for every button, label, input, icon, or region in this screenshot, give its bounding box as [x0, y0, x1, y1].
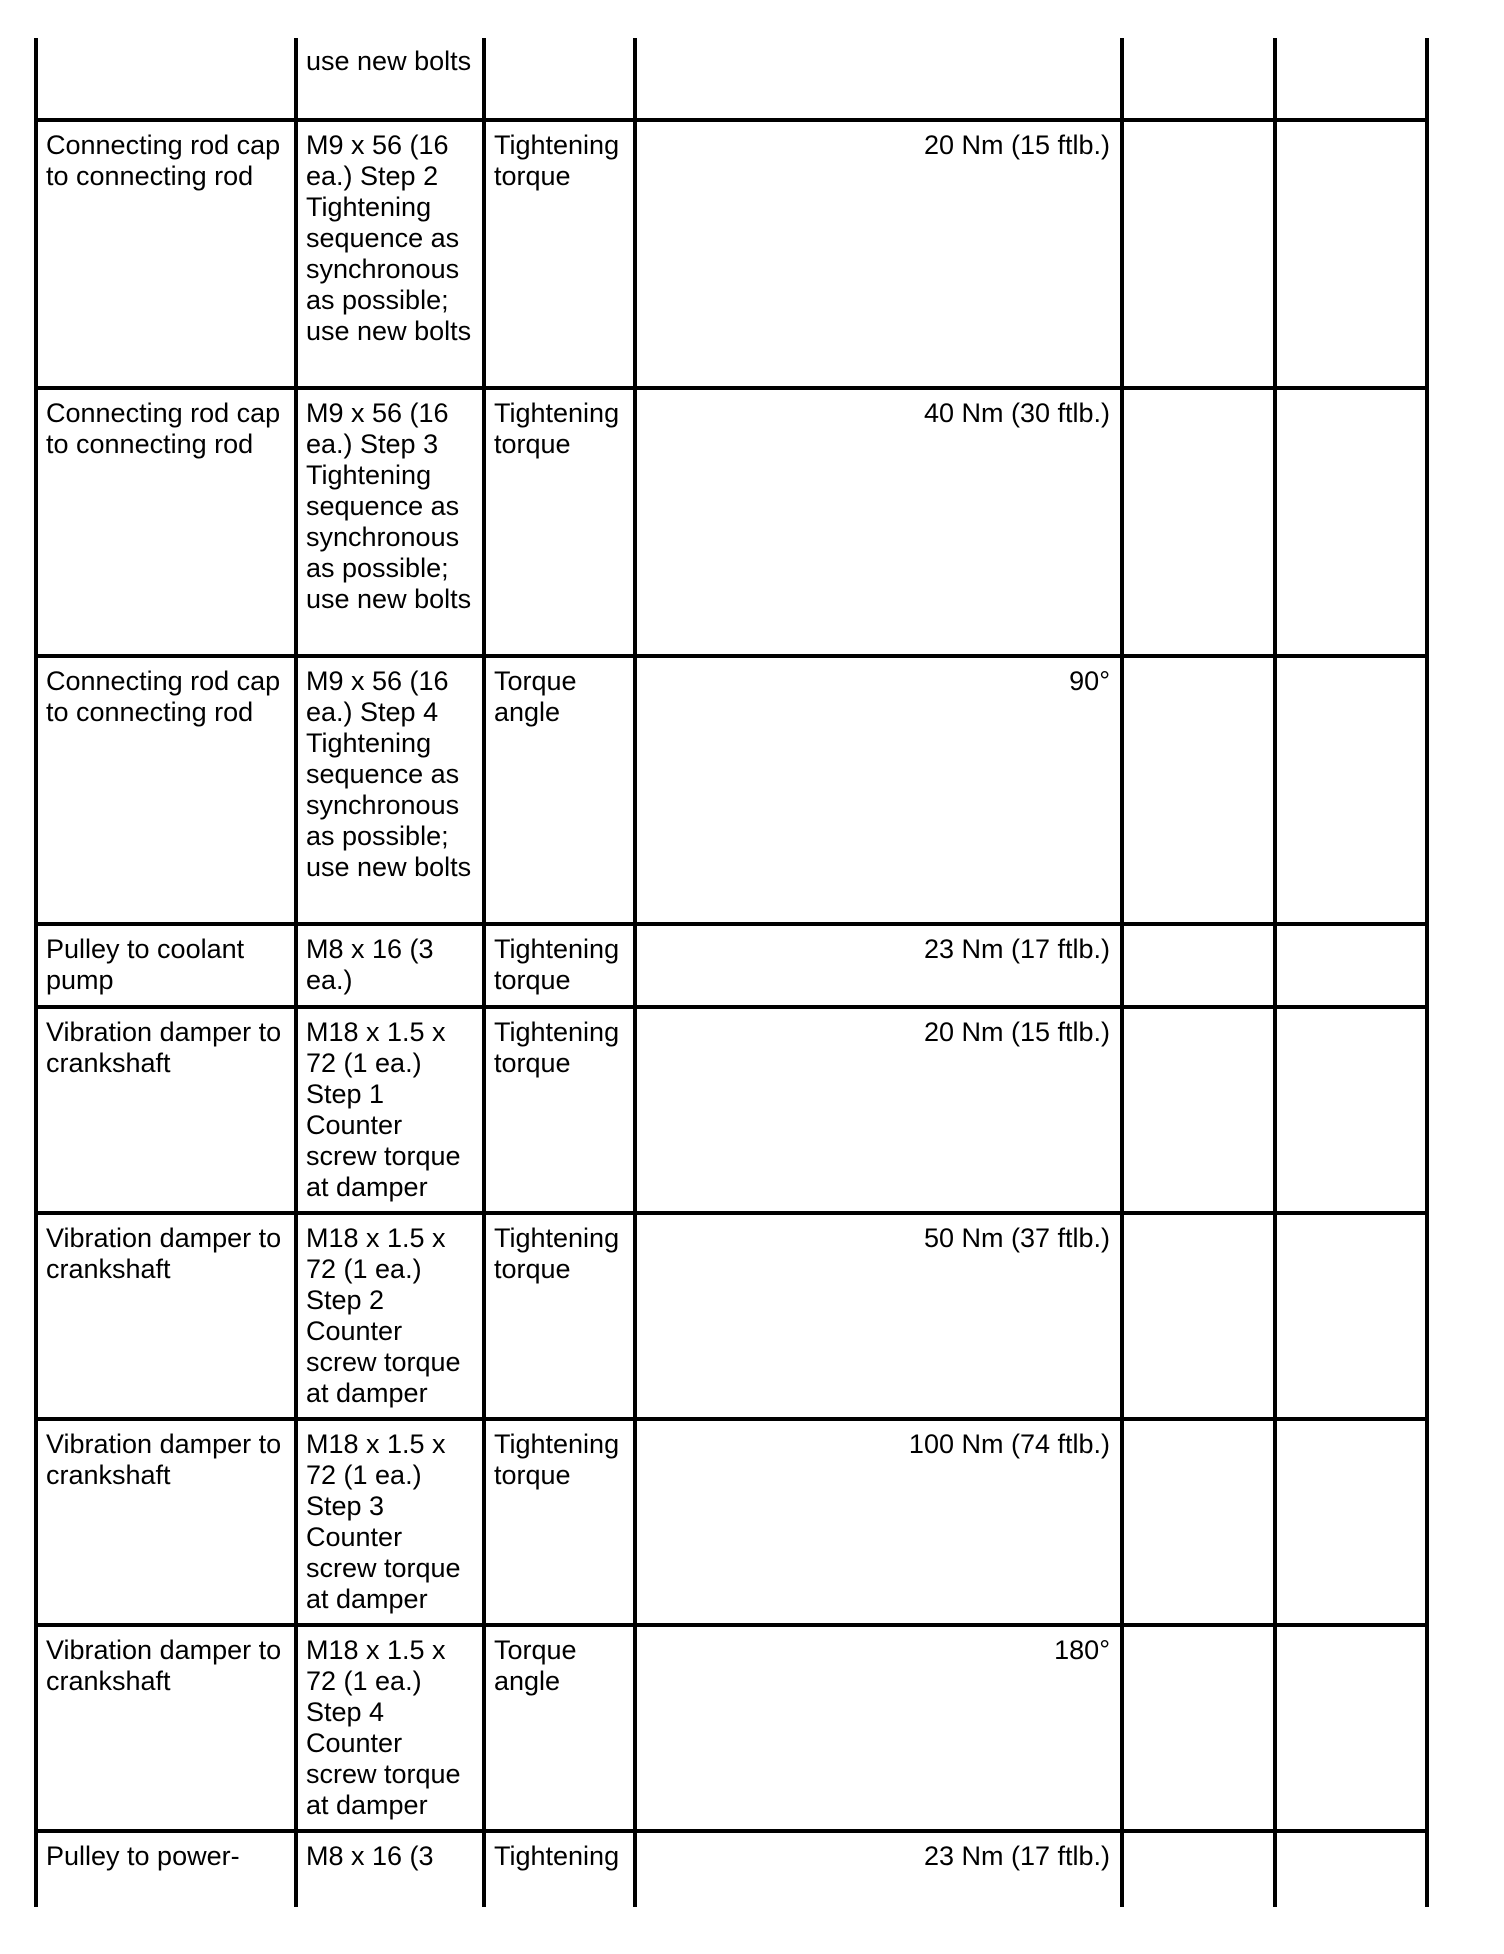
component-cell: Pulley to power- [36, 1831, 296, 1907]
spec-value-cell: 20 Nm (15 ftlb.) [635, 1007, 1122, 1213]
extra-cell [1275, 388, 1427, 656]
fastener-cell: M18 x 1.5 x 72 (1 ea.) Step 1 Counter screw torque at damper [296, 1007, 484, 1213]
fastener-cell: M18 x 1.5 x 72 (1 ea.) Step 4 Counter screw torque at damper [296, 1625, 484, 1831]
table-row [36, 1831, 1427, 1907]
table-row [36, 120, 1427, 388]
extra-cell [1275, 1419, 1427, 1625]
spec-value-cell: 20 Nm (15 ftlb.) [635, 120, 1122, 388]
extra-cell [1122, 1625, 1275, 1831]
fastener-cell: M18 x 1.5 x 72 (1 ea.) Step 2 Counter screw torque at damper [296, 1213, 484, 1419]
component-cell: Vibration damper to crankshaft [36, 1419, 296, 1625]
spec-type-cell: Tightening torque [484, 1419, 635, 1625]
extra-cell [1275, 656, 1427, 924]
torque-spec-table [34, 38, 1429, 1907]
spec-value-cell: 100 Nm (74 ftlb.) [635, 1419, 1122, 1625]
fastener-cell: use new bolts [296, 38, 484, 120]
spec-value-cell: 90° [635, 656, 1122, 924]
spec-type-cell: Torque angle [484, 1625, 635, 1831]
component-cell: Vibration damper to crankshaft [36, 1625, 296, 1831]
table-row [36, 924, 1427, 1007]
spec-value-cell: 23 Nm (17 ftlb.) [635, 1831, 1122, 1907]
spec-value-cell: 50 Nm (37 ftlb.) [635, 1213, 1122, 1419]
component-cell: Connecting rod cap to connecting rod [36, 120, 296, 388]
spec-type-cell: Tightening torque [484, 924, 635, 1007]
table-row [36, 1213, 1427, 1419]
extra-cell [1275, 1007, 1427, 1213]
fastener-cell: M9 x 56 (16 ea.) Step 3 Tightening sequence as synchronous as possible; use new bolts [296, 388, 484, 656]
table-row [36, 1419, 1427, 1625]
spec-type-cell: Torque angle [484, 656, 635, 924]
fastener-cell: M9 x 56 (16 ea.) Step 4 Tightening sequence as synchronous as possible; use new bolts [296, 656, 484, 924]
extra-cell [1122, 38, 1275, 120]
spec-value-cell [635, 38, 1122, 120]
table-row [36, 1625, 1427, 1831]
fastener-cell: M9 x 56 (16 ea.) Step 2 Tightening sequence as synchronous as possible; use new bolts [296, 120, 484, 388]
extra-cell [1122, 656, 1275, 924]
extra-cell [1275, 1625, 1427, 1831]
fastener-cell: M8 x 16 (3 [296, 1831, 484, 1907]
extra-cell [1122, 120, 1275, 388]
spec-value-cell: 180° [635, 1625, 1122, 1831]
component-cell: Connecting rod cap to connecting rod [36, 656, 296, 924]
component-cell: Connecting rod cap to connecting rod [36, 388, 296, 656]
table-row [36, 38, 1427, 120]
spec-value-cell: 40 Nm (30 ftlb.) [635, 388, 1122, 656]
fastener-cell: M8 x 16 (3 ea.) [296, 924, 484, 1007]
extra-cell [1122, 924, 1275, 1007]
extra-cell [1275, 1213, 1427, 1419]
extra-cell [1122, 1419, 1275, 1625]
spec-value-cell: 23 Nm (17 ftlb.) [635, 924, 1122, 1007]
extra-cell [1122, 388, 1275, 656]
spec-type-cell: Tightening torque [484, 388, 635, 656]
extra-cell [1122, 1213, 1275, 1419]
table-row [36, 1007, 1427, 1213]
spec-type-cell: Tightening torque [484, 1213, 635, 1419]
component-cell [36, 38, 296, 120]
extra-cell [1122, 1831, 1275, 1907]
extra-cell [1275, 38, 1427, 120]
extra-cell [1275, 924, 1427, 1007]
spec-type-cell: Tightening torque [484, 120, 635, 388]
component-cell: Vibration damper to crankshaft [36, 1007, 296, 1213]
extra-cell [1122, 1007, 1275, 1213]
extra-cell [1275, 120, 1427, 388]
component-cell: Pulley to coolant pump [36, 924, 296, 1007]
spec-type-cell: Tightening [484, 1831, 635, 1907]
table-row [36, 656, 1427, 924]
spec-type-cell: Tightening torque [484, 1007, 635, 1213]
table-row [36, 388, 1427, 656]
fastener-cell: M18 x 1.5 x 72 (1 ea.) Step 3 Counter screw torque at damper [296, 1419, 484, 1625]
spec-type-cell [484, 38, 635, 120]
component-cell: Vibration damper to crankshaft [36, 1213, 296, 1419]
extra-cell [1275, 1831, 1427, 1907]
